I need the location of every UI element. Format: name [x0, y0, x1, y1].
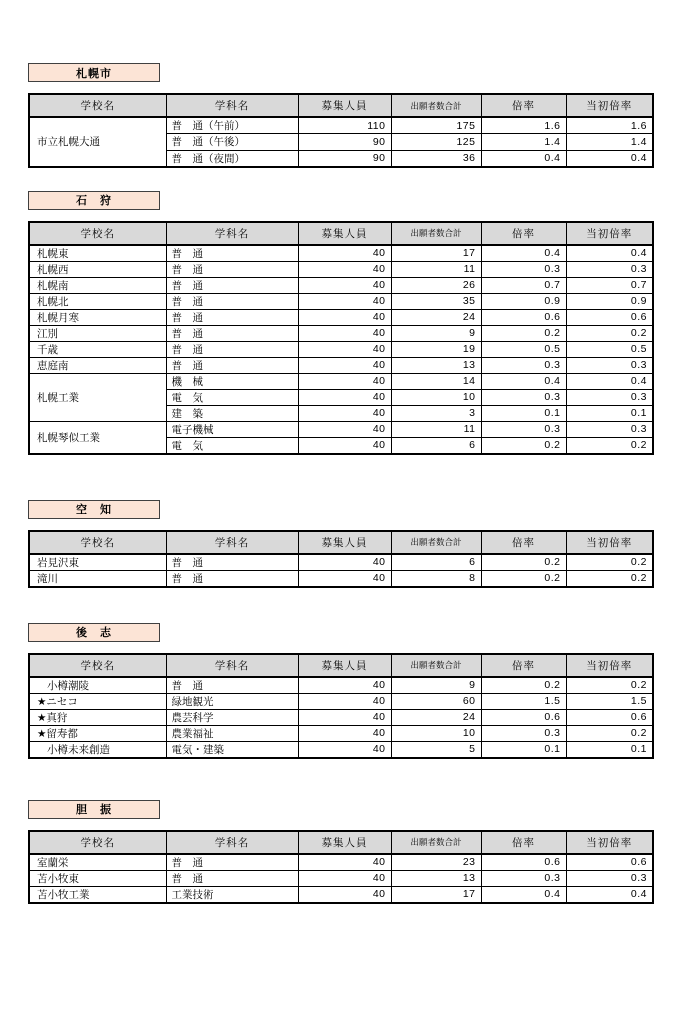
- department-cell: 農業福祉: [166, 725, 298, 741]
- department-cell: 普 通: [166, 309, 298, 325]
- table-body: [29, 554, 653, 587]
- initial-ratio-cell: 0.3: [566, 389, 653, 405]
- capacity-cell: 40: [298, 725, 391, 741]
- table-body: [29, 854, 653, 903]
- department-cell: 普 通: [166, 554, 298, 571]
- school-name-cell: 室蘭栄: [29, 854, 166, 871]
- column-header: 出願者数合計: [391, 654, 481, 677]
- applicants-total-cell: 60: [391, 693, 481, 709]
- capacity-cell: 40: [298, 357, 391, 373]
- capacity-cell: 40: [298, 870, 391, 886]
- applicants-total-cell: 6: [391, 554, 481, 571]
- applicants-total-cell: 13: [391, 870, 481, 886]
- school-name-cell: 恵庭南: [29, 357, 166, 373]
- ratio-cell: 0.4: [481, 886, 566, 903]
- initial-ratio-cell: 0.2: [566, 725, 653, 741]
- column-header: 学科名: [166, 94, 298, 117]
- ratio-cell: 0.2: [481, 437, 566, 454]
- department-cell: 普 通: [166, 854, 298, 871]
- table-row: [29, 725, 653, 741]
- region-label: 石 狩: [28, 191, 160, 210]
- applicants-total-cell: 11: [391, 261, 481, 277]
- column-header: 倍率: [481, 222, 566, 245]
- column-header: 学科名: [166, 531, 298, 554]
- capacity-cell: 40: [298, 709, 391, 725]
- column-header: 倍率: [481, 831, 566, 854]
- school-name-cell: ★真狩: [29, 709, 166, 725]
- department-cell: 普 通: [166, 677, 298, 694]
- column-header: 倍率: [481, 654, 566, 677]
- initial-ratio-cell: 1.4: [566, 134, 653, 150]
- initial-ratio-cell: 0.4: [566, 886, 653, 903]
- ratio-cell: 0.3: [481, 357, 566, 373]
- column-header: 出願者数合計: [391, 531, 481, 554]
- capacity-cell: 40: [298, 389, 391, 405]
- ratio-cell: 0.7: [481, 277, 566, 293]
- department-cell: 普 通: [166, 277, 298, 293]
- department-cell: 工業技術: [166, 886, 298, 903]
- applicants-total-cell: 23: [391, 854, 481, 871]
- applicants-total-cell: 9: [391, 325, 481, 341]
- applicants-total-cell: 17: [391, 886, 481, 903]
- department-cell: 農芸科学: [166, 709, 298, 725]
- ratio-cell: 0.6: [481, 854, 566, 871]
- ratio-cell: 0.2: [481, 677, 566, 694]
- column-header: 当初倍率: [566, 831, 653, 854]
- admissions-table: [28, 221, 654, 455]
- admissions-table: [28, 93, 654, 168]
- column-header: 当初倍率: [566, 531, 653, 554]
- header-row: [29, 831, 653, 854]
- region-section: [28, 623, 652, 759]
- column-header: 倍率: [481, 94, 566, 117]
- initial-ratio-cell: 0.3: [566, 357, 653, 373]
- department-cell: 普 通（午後）: [166, 134, 298, 150]
- school-name-cell: 札幌北: [29, 293, 166, 309]
- department-cell: 建 築: [166, 405, 298, 421]
- region-label: 空 知: [28, 500, 160, 519]
- initial-ratio-cell: 0.7: [566, 277, 653, 293]
- applicants-total-cell: 14: [391, 373, 481, 389]
- ratio-cell: 0.3: [481, 389, 566, 405]
- ratio-cell: 0.4: [481, 373, 566, 389]
- department-cell: 緑地観光: [166, 693, 298, 709]
- department-cell: 機 械: [166, 373, 298, 389]
- applicants-total-cell: 125: [391, 134, 481, 150]
- region-section: [28, 63, 652, 168]
- column-header: 当初倍率: [566, 94, 653, 117]
- ratio-cell: 0.3: [481, 421, 566, 437]
- applicants-total-cell: 24: [391, 309, 481, 325]
- table-row: [29, 373, 653, 389]
- region-label: 札幌市: [28, 63, 160, 82]
- table-row: [29, 325, 653, 341]
- capacity-cell: 40: [298, 677, 391, 694]
- column-header: 当初倍率: [566, 222, 653, 245]
- table-row: [29, 709, 653, 725]
- table-row: [29, 693, 653, 709]
- ratio-cell: 0.4: [481, 150, 566, 167]
- region-label: 後 志: [28, 623, 160, 642]
- applicants-total-cell: 10: [391, 725, 481, 741]
- column-header: 募集人員: [298, 531, 391, 554]
- table-body: [29, 677, 653, 758]
- ratio-cell: 0.5: [481, 341, 566, 357]
- school-name-cell: 札幌月寒: [29, 309, 166, 325]
- table-head: [29, 654, 653, 677]
- capacity-cell: 40: [298, 341, 391, 357]
- column-header: 倍率: [481, 531, 566, 554]
- school-name-cell: ★留寿都: [29, 725, 166, 741]
- column-header: 募集人員: [298, 831, 391, 854]
- ratio-cell: 1.6: [481, 117, 566, 134]
- table-row: [29, 309, 653, 325]
- department-cell: 普 通: [166, 293, 298, 309]
- ratio-cell: 0.3: [481, 261, 566, 277]
- initial-ratio-cell: 0.1: [566, 741, 653, 758]
- ratio-cell: 0.1: [481, 405, 566, 421]
- ratio-cell: 0.3: [481, 870, 566, 886]
- ratio-cell: 0.6: [481, 709, 566, 725]
- column-header: 当初倍率: [566, 654, 653, 677]
- applicants-total-cell: 24: [391, 709, 481, 725]
- table-row: [29, 117, 653, 134]
- region-section: [28, 500, 652, 588]
- applicants-total-cell: 3: [391, 405, 481, 421]
- initial-ratio-cell: 0.2: [566, 437, 653, 454]
- ratio-cell: 0.2: [481, 554, 566, 571]
- initial-ratio-cell: 1.6: [566, 117, 653, 134]
- table-row: [29, 870, 653, 886]
- ratio-cell: 0.1: [481, 741, 566, 758]
- column-header: 募集人員: [298, 94, 391, 117]
- table-row: [29, 886, 653, 903]
- capacity-cell: 110: [298, 117, 391, 134]
- table-row: [29, 570, 653, 587]
- initial-ratio-cell: 0.1: [566, 405, 653, 421]
- column-header: 学科名: [166, 654, 298, 677]
- initial-ratio-cell: 0.2: [566, 325, 653, 341]
- department-cell: 普 通: [166, 870, 298, 886]
- table-row: [29, 554, 653, 571]
- table-head: [29, 831, 653, 854]
- document-page: [0, 63, 680, 1026]
- department-cell: 電 気: [166, 389, 298, 405]
- initial-ratio-cell: 0.6: [566, 854, 653, 871]
- applicants-total-cell: 26: [391, 277, 481, 293]
- applicants-total-cell: 36: [391, 150, 481, 167]
- column-header: 学科名: [166, 831, 298, 854]
- initial-ratio-cell: 0.4: [566, 373, 653, 389]
- school-name-cell: 札幌琴似工業: [29, 421, 166, 454]
- column-header: 学校名: [29, 531, 166, 554]
- school-name-cell: 小樽未来創造: [29, 741, 166, 758]
- capacity-cell: 40: [298, 854, 391, 871]
- applicants-total-cell: 5: [391, 741, 481, 758]
- capacity-cell: 90: [298, 134, 391, 150]
- initial-ratio-cell: 0.6: [566, 309, 653, 325]
- table-row: [29, 357, 653, 373]
- ratio-cell: 1.4: [481, 134, 566, 150]
- applicants-total-cell: 10: [391, 389, 481, 405]
- initial-ratio-cell: 0.6: [566, 709, 653, 725]
- department-cell: 電気・建築: [166, 741, 298, 758]
- capacity-cell: 40: [298, 277, 391, 293]
- capacity-cell: 40: [298, 437, 391, 454]
- school-name-cell: 苫小牧東: [29, 870, 166, 886]
- ratio-cell: 0.2: [481, 570, 566, 587]
- department-cell: 普 通: [166, 570, 298, 587]
- sections-root: [0, 63, 680, 904]
- table-row: [29, 245, 653, 262]
- region-label: 胆 振: [28, 800, 160, 819]
- department-cell: 普 通: [166, 357, 298, 373]
- school-name-cell: 市立札幌大通: [29, 117, 166, 167]
- department-cell: 普 通: [166, 261, 298, 277]
- department-cell: 普 通（夜間）: [166, 150, 298, 167]
- school-name-cell: 札幌工業: [29, 373, 166, 421]
- initial-ratio-cell: 0.3: [566, 870, 653, 886]
- table-row: [29, 677, 653, 694]
- column-header: 学校名: [29, 222, 166, 245]
- header-row: [29, 222, 653, 245]
- initial-ratio-cell: 1.5: [566, 693, 653, 709]
- capacity-cell: 40: [298, 886, 391, 903]
- capacity-cell: 40: [298, 741, 391, 758]
- table-row: [29, 277, 653, 293]
- capacity-cell: 40: [298, 245, 391, 262]
- ratio-cell: 0.6: [481, 309, 566, 325]
- applicants-total-cell: 175: [391, 117, 481, 134]
- column-header: 学科名: [166, 222, 298, 245]
- capacity-cell: 40: [298, 309, 391, 325]
- table-row: [29, 293, 653, 309]
- table-head: [29, 222, 653, 245]
- header-row: [29, 94, 653, 117]
- column-header: 学校名: [29, 654, 166, 677]
- column-header: 学校名: [29, 94, 166, 117]
- applicants-total-cell: 35: [391, 293, 481, 309]
- initial-ratio-cell: 0.2: [566, 554, 653, 571]
- capacity-cell: 40: [298, 261, 391, 277]
- ratio-cell: 0.4: [481, 245, 566, 262]
- department-cell: 普 通: [166, 341, 298, 357]
- column-header: 学校名: [29, 831, 166, 854]
- table-body: [29, 245, 653, 454]
- school-name-cell: 札幌西: [29, 261, 166, 277]
- ratio-cell: 0.3: [481, 725, 566, 741]
- capacity-cell: 40: [298, 421, 391, 437]
- initial-ratio-cell: 0.3: [566, 261, 653, 277]
- department-cell: 普 通: [166, 245, 298, 262]
- capacity-cell: 40: [298, 570, 391, 587]
- table-head: [29, 531, 653, 554]
- capacity-cell: 40: [298, 554, 391, 571]
- department-cell: 電 気: [166, 437, 298, 454]
- applicants-total-cell: 13: [391, 357, 481, 373]
- table-row: [29, 261, 653, 277]
- applicants-total-cell: 19: [391, 341, 481, 357]
- admissions-table: [28, 830, 654, 904]
- column-header: 募集人員: [298, 222, 391, 245]
- applicants-total-cell: 17: [391, 245, 481, 262]
- table-head: [29, 94, 653, 117]
- table-body: [29, 117, 653, 167]
- ratio-cell: 0.2: [481, 325, 566, 341]
- school-name-cell: 江別: [29, 325, 166, 341]
- school-name-cell: 滝川: [29, 570, 166, 587]
- capacity-cell: 40: [298, 693, 391, 709]
- capacity-cell: 40: [298, 293, 391, 309]
- school-name-cell: 苫小牧工業: [29, 886, 166, 903]
- applicants-total-cell: 11: [391, 421, 481, 437]
- initial-ratio-cell: 0.4: [566, 245, 653, 262]
- initial-ratio-cell: 0.2: [566, 677, 653, 694]
- column-header: 出願者数合計: [391, 94, 481, 117]
- initial-ratio-cell: 0.3: [566, 421, 653, 437]
- header-row: [29, 531, 653, 554]
- capacity-cell: 40: [298, 325, 391, 341]
- school-name-cell: 千歳: [29, 341, 166, 357]
- school-name-cell: 札幌南: [29, 277, 166, 293]
- school-name-cell: ★ニセコ: [29, 693, 166, 709]
- initial-ratio-cell: 0.9: [566, 293, 653, 309]
- applicants-total-cell: 8: [391, 570, 481, 587]
- applicants-total-cell: 6: [391, 437, 481, 454]
- school-name-cell: 札幌東: [29, 245, 166, 262]
- admissions-table: [28, 530, 654, 588]
- initial-ratio-cell: 0.2: [566, 570, 653, 587]
- column-header: 出願者数合計: [391, 831, 481, 854]
- table-row: [29, 341, 653, 357]
- column-header: 募集人員: [298, 654, 391, 677]
- school-name-cell: 岩見沢東: [29, 554, 166, 571]
- school-name-cell: 小樽潮陵: [29, 677, 166, 694]
- department-cell: 普 通: [166, 325, 298, 341]
- applicants-total-cell: 9: [391, 677, 481, 694]
- capacity-cell: 90: [298, 150, 391, 167]
- department-cell: 電子機械: [166, 421, 298, 437]
- ratio-cell: 0.9: [481, 293, 566, 309]
- initial-ratio-cell: 0.4: [566, 150, 653, 167]
- department-cell: 普 通（午前）: [166, 117, 298, 134]
- table-row: [29, 854, 653, 871]
- column-header: 出願者数合計: [391, 222, 481, 245]
- region-section: [28, 191, 652, 455]
- table-row: [29, 421, 653, 437]
- table-row: [29, 741, 653, 758]
- header-row: [29, 654, 653, 677]
- capacity-cell: 40: [298, 405, 391, 421]
- ratio-cell: 1.5: [481, 693, 566, 709]
- initial-ratio-cell: 0.5: [566, 341, 653, 357]
- capacity-cell: 40: [298, 373, 391, 389]
- admissions-table: [28, 653, 654, 759]
- region-section: [28, 800, 652, 904]
